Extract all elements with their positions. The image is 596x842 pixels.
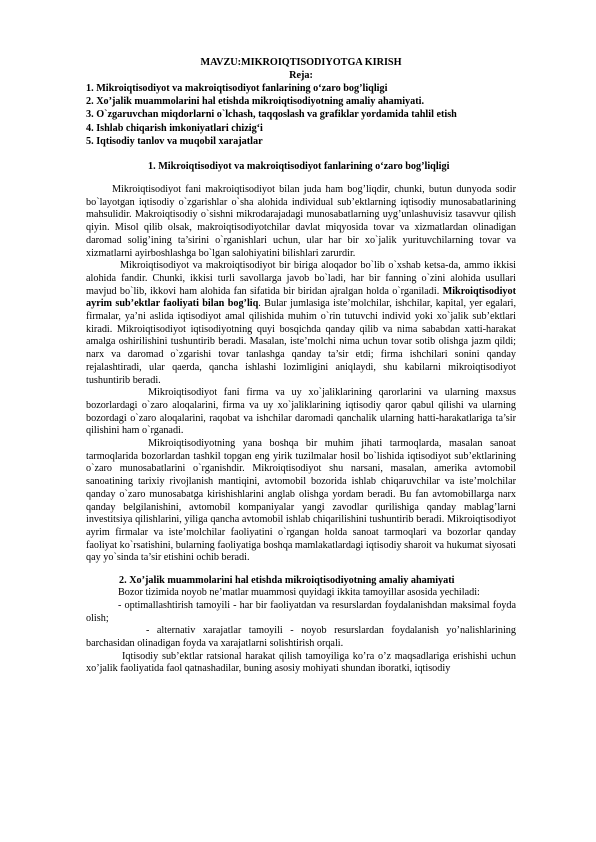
section-1-heading: 1. Mikroiqtisodiyot va makroiqtisodiyot fanlarining o‘zaro bog’liqligi: [148, 161, 450, 173]
section-2-heading: 2. Xo’jalik muammolarini hal etishda mikroiqtisodiyotning amaliy ahamiyati: [119, 575, 455, 587]
paragraph-3: Mikroiqtisodiyot fani firma va uy xo`jaliklarining qarorlarini va ularning maxsus bozorlardagi o`zaro aloqalarini, firma va uy xo`jaliklarining iqtisodiy qaror qabul qilishi va ularning bozordagi o`zaro aloqalarini, raqobat va ishchilar daromadi qanchalik ularning hatti-harakatlariga ta’sir qilishini ham o`rganadi.: [86, 387, 516, 437]
plan-list: [86, 82, 516, 148]
paragraph-2-bold: Mikroiqtisodiyot ayrim sub’ektlar faoliyati bilan bog’liq: [86, 285, 516, 310]
plan-item: 4. Ishlab chiqarish imkoniyatlari chizig‘i: [86, 122, 263, 134]
paragraph-7: - alternativ xarajatlar tamoyili - noyob resurslardan foydalanish yo’nalishlarining barchasidan olinadigan foyda va xarajatlarni solishtirish orqali.: [86, 625, 516, 649]
plan-heading: Reja:: [289, 70, 313, 81]
paragraph-8: Iqtisodiy sub’ektlar ratsional harakat qilish tamoyiliga ko’ra o’z maqsadlariga erishishi uchun xo’jalik faoliyatida faol qatnashadilar, buning asosiy mohiyati shundan iboratki, iqtisodiy: [86, 650, 516, 675]
plan-item: 3. O`zgaruvchan miqdorlarni o`lchash, taqqoslash va grafiklar yordamida tahlil etish: [86, 109, 457, 121]
paragraph-4: Mikroiqtisodiyotning yana boshqa bir muhim jihati tarmoqlarda, masalan sanoat tarmoqlarida bozorlardan tashkil topgan eng yirik tuzilmalar hosil bo`lishida iqtisodiyot sub’ektlarining o`zaro munosabatlarini o`rganishdir. Mikroiqtisodiyot shu narsani, masalan, amerika avtomobil sanoatining tarixiy rivojlanish mantiqini, avtomobil bozorida ishlab chiqaruvchilar va iste’molchilar qanday o`zaro munosabatga kirishishlarini anglab olishga yordam beradi. Bu fan avtomobillarga narx qanday belgilanishini, avtomobil kompaniyalar yangi zavodlar qurilishiga qanday mablag’larni investitsiya qilishlarini, yiliga qancha avtomobil ishlab chiqarilishini tushuntirib beradi. Mikroiqtisodiyot ayrim firmalar va iste’molchilar faoliyatini o`rgangan holda sanoat tarmoqlari va bozorlar qanday faoliyat ko`rsatishini, bularning faoliyatiga boshqa mamlakatlardagi iqtisodiy sharoit va hukumat siyosati qay yo`sinda ta’sir etishini ochib beradi.: [86, 438, 516, 564]
document-title: MAVZU:MIKROIQTISODIYOTGA KIRISH: [200, 57, 402, 68]
plan-item: 2. Xo’jalik muammolarini hal etishda mikroiqtisodiyotning amaliy ahamiyati.: [86, 96, 425, 108]
paragraph-5: Bozor tizimida noyob ne’matlar muammosi quyidagi ikkita tamoyillar asosida yechiladi:: [118, 587, 480, 599]
paragraph-2-text-a: Mikroiqtisodiyot va makroiqtisodiyot bir biriga aloqador bo`lib o`xshab ketsa-da, ammo ikkisi alohida fandir. Chunki, ikkisi turli savollarga javob bo`ladi, har bir fanning o`zini alohida usullari mavjud bo`lib, ikkovi ham alohida fan sifatida bir biridan ajralgan holda o`rganiladi.: [86, 260, 516, 297]
paragraph-6: - optimallashtirish tamoyili - har bir faoliyatdan va resurslardan foydalanishdan maksimal foyda olish;: [86, 599, 516, 624]
paragraph-2: [86, 260, 516, 387]
plan-item: 1. Mikroiqtisodiyot va makroiqtisodiyot fanlarining o‘zaro bog’liqligi: [86, 83, 388, 94]
paragraph-1: Mikroiqtisodiyot fani makroiqtisodiyot bilan juda ham bog’liqdir, chunki, butun dunyoda sodir bo`layotgan iqtisodiy o`zgarishlar o`sha alohida individual sub’ektlarning iqtisodiy munosabatlarining mahsulidir. Makroiqtisodiy o`sishni mikrodarajadagi munosabatlarning uyg’unlashuvisiz tasavvur qilish qiyin. Misol qilib olsak, makroiqtisodiyotchilar davlat miqyosida tovar va xizmatlardan olinadigan daromad solig’ining ta’sirini o`rganishlari uchun, ular har bir xo`jalik yurituvchilarning tovar va xizmatlarni ayirboshlashga bo`lgan salohiyatini bilishlari zarurdir.: [86, 184, 516, 259]
paragraph-2-text-b: . Bular jumlasiga iste’molchilar, ishchilar, kapital, yer egalari, firmalar, ya’ni aslida iqtisodiyot amal qilishida muhim o`rin tutuvchi individ yoki xo`jalik sub’ektlari kiradi. Mikroiqtisodiyot iqtisodiyotning quyi bosqichda qanday qilib va nima sababdan xatti-harakat amalga oshirilishini tushuntirib beradi. Masalan, iste’molchi nima uchun tovar sotib olishga jazm qildi; narx va daromad o`zgarishi tovar tanlashga qanday ta’sir etdi; firma ishchilari sonini qanday rejalashtiradi, ular qaerda, qancha ishlashi lozimligini aniqlaydi, shu kabilarni mikroiqtisodiyot tushuntirib beradi.: [86, 298, 516, 386]
plan-item: 5. Iqtisodiy tanlov va muqobil xarajatlar: [86, 135, 263, 147]
